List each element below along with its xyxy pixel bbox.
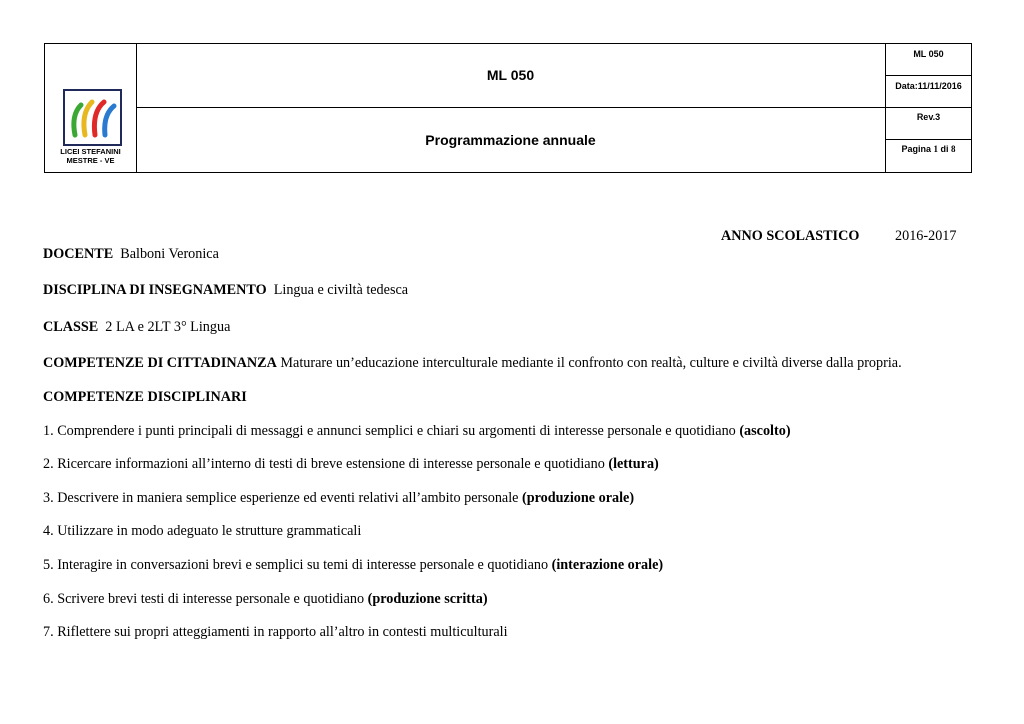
header-divider xyxy=(885,139,971,140)
docente-label: DOCENTE xyxy=(43,246,114,262)
header-divider xyxy=(136,44,137,172)
document-title: Programmazione annuale xyxy=(425,132,596,148)
page-indicator xyxy=(885,144,972,154)
cittadinanza-value: Maturare un’educazione interculturale mediante il confronto con realtà, culture e civiltà diverse dalla propria. xyxy=(280,355,902,371)
cittadinanza-line xyxy=(43,355,902,372)
docente-line xyxy=(43,246,219,263)
school-name-line1: LICEI STEFANINI xyxy=(60,147,121,156)
disciplina-label: DISCIPLINA DI INSEGNAMENTO xyxy=(43,282,267,298)
document-code-small: ML 050 xyxy=(913,49,944,59)
school-name xyxy=(45,147,136,165)
page-of: di xyxy=(940,144,949,154)
list-item: 3. Descrivere in maniera semplice esperienze ed eventi relativi all’ambito personale (produzione orale) xyxy=(43,490,635,506)
classe-value: 2 LA e 2LT 3° Lingua xyxy=(105,319,231,335)
document-header xyxy=(44,43,972,173)
classe-label: CLASSE xyxy=(43,319,99,335)
header-divider xyxy=(885,75,971,76)
docente-value: Balboni Veronica xyxy=(120,246,219,262)
classe-line xyxy=(43,319,230,336)
anno-scolastico-value: 2016-2017 xyxy=(895,228,957,244)
list-item: 6. Scrivere brevi testi di interesse personale e quotidiano (produzione scritta) xyxy=(43,591,488,607)
list-item: 5. Interagire in conversazioni brevi e semplici su temi di interesse personale e quotidiano (interazione orale) xyxy=(43,557,664,573)
cittadinanza-label: COMPETENZE DI CITTADINANZA xyxy=(43,355,277,371)
disciplina-value: Lingua e civiltà tedesca xyxy=(273,282,409,298)
list-item: 1. Comprendere i punti principali di messaggi e annunci semplici e chiari su argomenti di interesse personale e quotidiano (ascolto) xyxy=(43,423,791,439)
disciplina-line xyxy=(43,282,408,299)
school-logo-icon xyxy=(65,91,120,144)
page-label: Pagina xyxy=(901,144,931,154)
anno-scolastico-label: ANNO SCOLASTICO xyxy=(721,228,860,244)
header-divider xyxy=(136,107,971,108)
competenze-heading: COMPETENZE DISCIPLINARI xyxy=(43,389,247,405)
page-number: 1 xyxy=(933,144,938,154)
school-logo xyxy=(63,89,122,146)
list-item: 2. Ricercare informazioni all’interno di testi di breve estensione di interesse personale e quotidiano (lettura) xyxy=(43,456,659,472)
document-date: Data:11/11/2016 xyxy=(895,81,962,91)
school-name-line2: MESTRE - VE xyxy=(66,156,115,165)
document-code: ML 050 xyxy=(486,67,535,83)
list-item: 7. Riflettere sui propri atteggiamenti in rapporto all’altro in contesti multiculturali xyxy=(43,624,508,640)
list-item: 4. Utilizzare in modo adeguato le strutture grammaticali xyxy=(43,523,362,539)
page-total: 8 xyxy=(951,144,956,154)
document-revision: Rev.3 xyxy=(916,112,941,122)
